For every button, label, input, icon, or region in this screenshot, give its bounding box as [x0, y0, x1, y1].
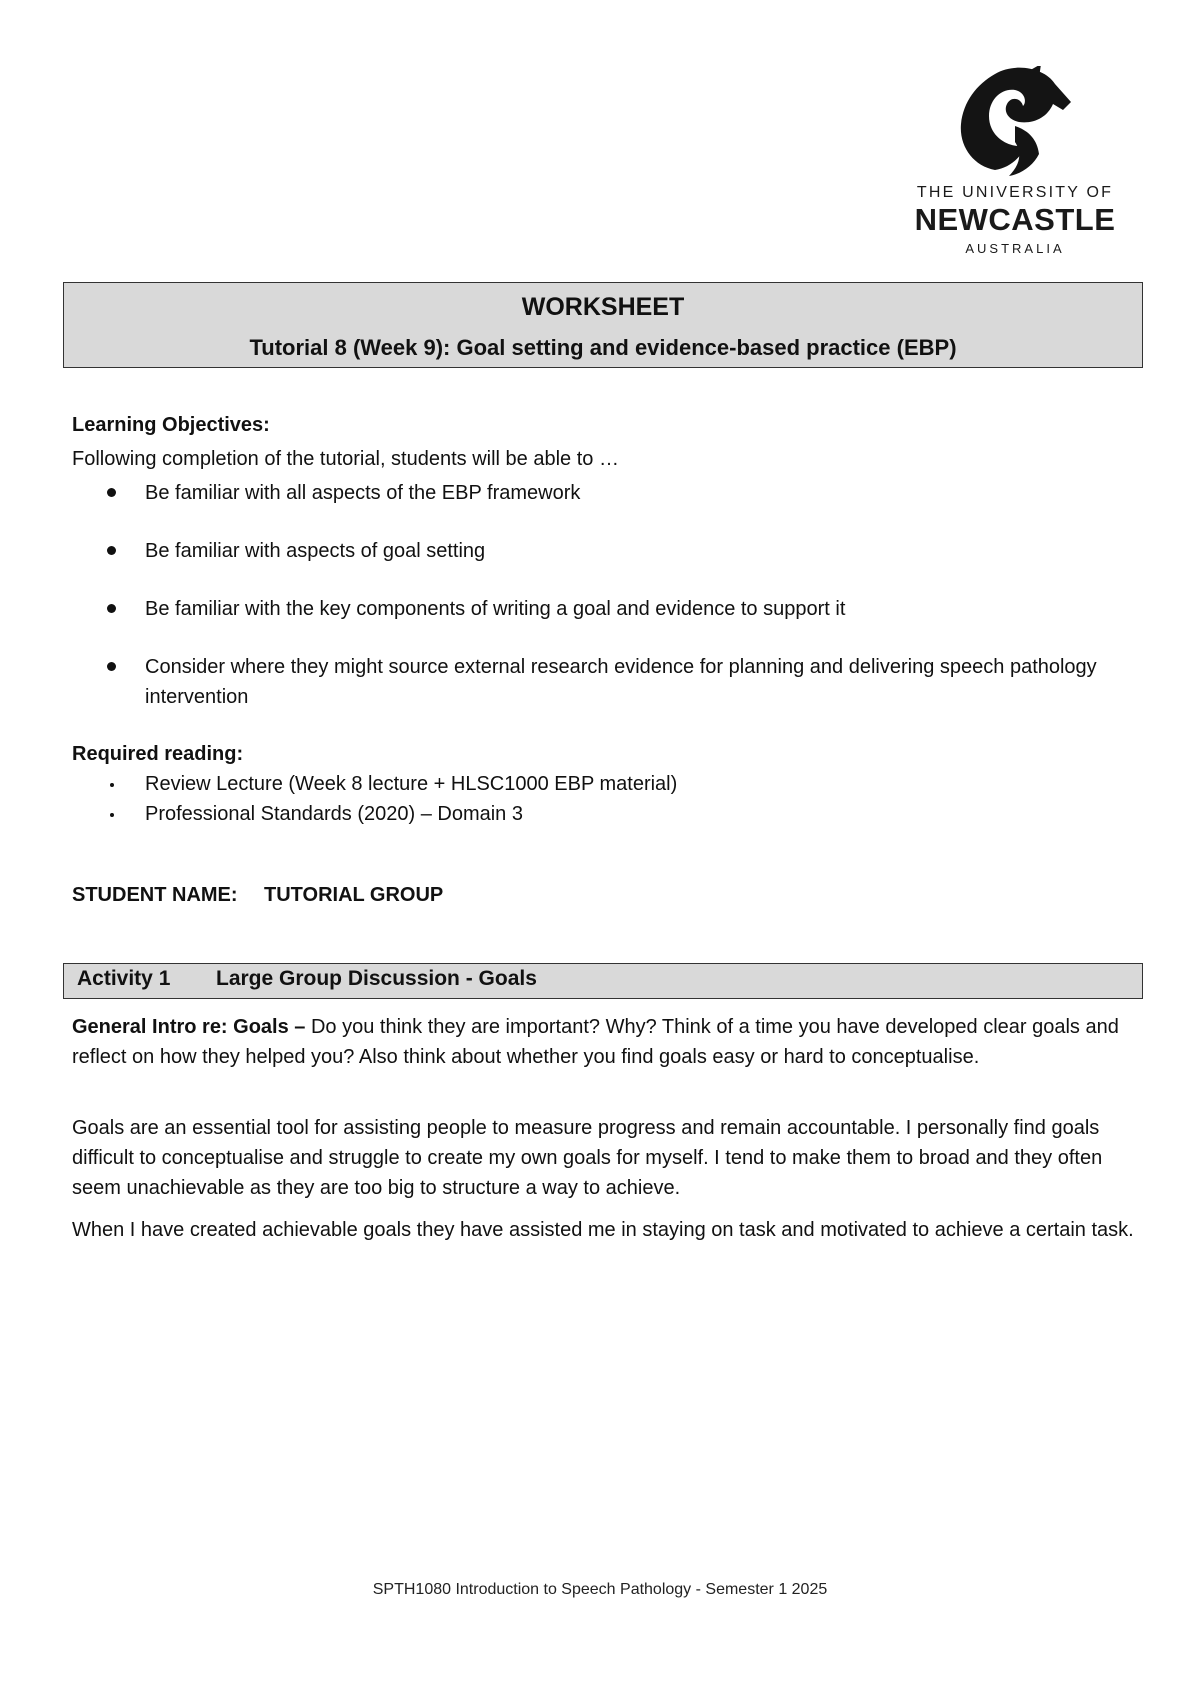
worksheet-subtitle: Tutorial 8 (Week 9): Goal setting and evidence-based practice (EBP): [249, 335, 957, 360]
seahorse-emblem-icon: [955, 66, 1075, 178]
bullet-icon: [110, 783, 114, 787]
activity-header-bar: [63, 963, 1143, 999]
activity-intro-text: Do you think they are important? Why? Think of a time you have developed clear goals and reflect on how they helped you? Also think about whether you find goals easy or hard to conceptualise.: [72, 1016, 1119, 1068]
student-answer-paragraph-1: Goals are an essential tool for assisting people to measure progress and remain accountable. I personally find goals difficult to conceptualise and struggle to create my own goals for myself. I tend to make them to broad and they often seem unachievable as they are too big to structure a way to achieve.: [72, 1117, 1103, 1199]
student-answer-paragraph-2: When I have created achievable goals they have assisted me in staying on task and motivated to achieve a certain task.: [72, 1219, 1134, 1241]
bullet-icon: [107, 604, 116, 613]
objective-item-3: Be familiar with the key components of writing a goal and evidence to support it: [145, 598, 846, 620]
required-reading-heading: Required reading:: [72, 743, 244, 765]
logo-text-line-3: AUSTRALIA: [965, 241, 1065, 256]
worksheet-title: WORKSHEET: [521, 293, 685, 321]
bullet-icon: [110, 813, 114, 817]
logo-text-line-1: THE UNIVERSITY OF: [916, 184, 1114, 201]
learning-objectives-heading: Learning Objectives:: [72, 414, 270, 436]
objective-item-4: Consider where they might source external research evidence for planning and delivering speech pathology intervention: [145, 656, 1097, 708]
reading-item-2: Professional Standards (2020) – Domain 3: [145, 803, 523, 825]
objective-item-1: Be familiar with all aspects of the EBP framework: [145, 482, 581, 504]
bullet-icon: [107, 546, 116, 555]
student-name-label: STUDENT NAME:: [72, 884, 238, 906]
bullet-icon: [107, 488, 116, 497]
activity-intro-paragraph: [72, 1012, 1140, 1072]
activity-intro-label: General Intro re: Goals –: [72, 1016, 306, 1038]
activity-number: Activity 1: [77, 967, 171, 990]
logo-text-line-2: NEWCASTLE: [914, 202, 1116, 237]
bullet-icon: [107, 662, 116, 671]
learning-objectives-intro: Following completion of the tutorial, students will be able to …: [72, 448, 619, 470]
page-footer: SPTH1080 Introduction to Speech Pathology - Semester 1 2025: [372, 1581, 828, 1598]
worksheet-header-box: [63, 282, 1143, 368]
tutorial-group-label: TUTORIAL GROUP: [264, 884, 444, 906]
activity-title: Large Group Discussion - Goals: [216, 967, 537, 990]
university-logo: [905, 66, 1125, 262]
reading-item-1: Review Lecture (Week 8 lecture + HLSC1000 EBP material): [145, 773, 678, 795]
objective-item-2: Be familiar with aspects of goal setting: [145, 540, 486, 562]
